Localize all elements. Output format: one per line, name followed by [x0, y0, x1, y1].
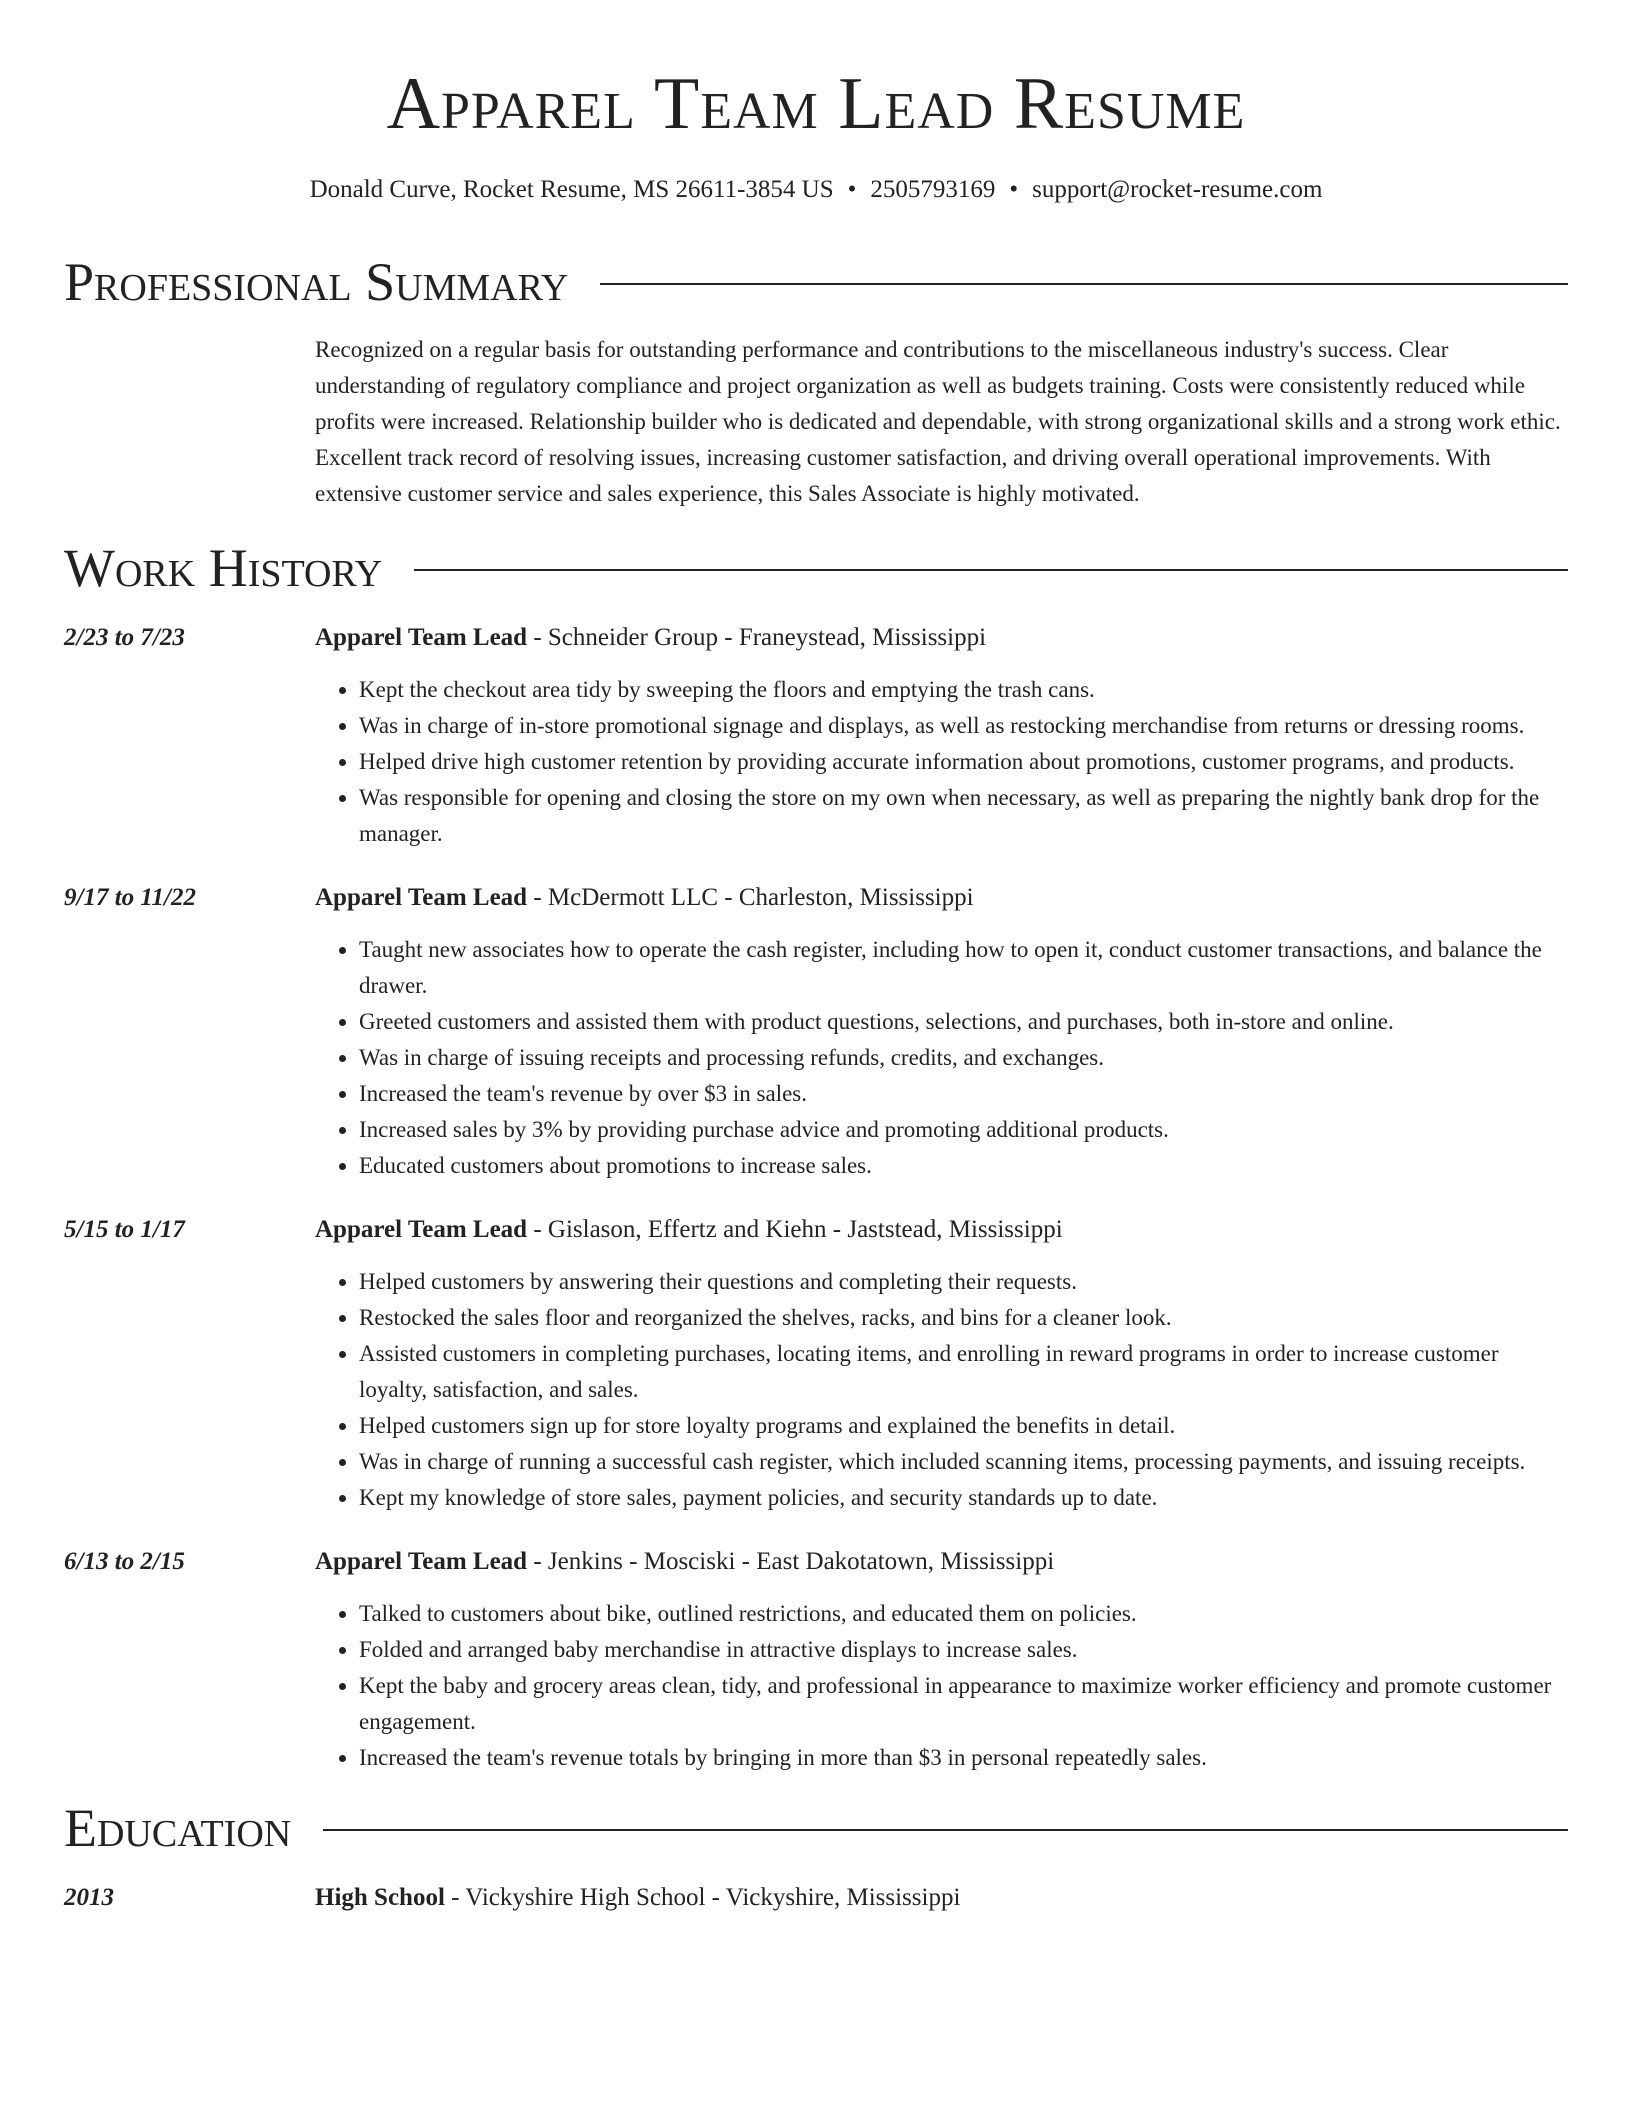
resume-title: Apparel Team Lead Resume [386, 63, 1246, 145]
job-entry [64, 620, 1568, 852]
resume-page [64, 0, 1568, 1916]
education-heading: Education [64, 1798, 292, 1858]
duty-item: • Taught new associates how to operate the cash register, including how to open it, conduct customer transactions, and balance the drawer. [359, 932, 1568, 1004]
job-dates: 9/17 to 11/22 [64, 884, 196, 911]
duty-item: • Kept my knowledge of store sales, payment policies, and security standards up to date. [359, 1480, 1568, 1516]
education-degree: High School [315, 1884, 445, 1911]
duty-item: • Was in charge of in-store promotional signage and displays, as well as restocking merchandise from returns or dressing rooms. [359, 708, 1568, 744]
job-entry [64, 1212, 1568, 1516]
job-heading [315, 620, 1568, 656]
summary-section-header [64, 252, 1568, 312]
job-dates: 2/23 to 7/23 [64, 624, 185, 651]
contact-phone: 2505793169 [870, 176, 996, 203]
education-section-header [64, 1798, 1568, 1858]
job-title: Apparel Team Lead [315, 1548, 528, 1575]
job-title: Apparel Team Lead [315, 624, 528, 651]
job-heading [315, 1544, 1568, 1580]
duty-item: • Increased the team's revenue by over $3 in sales. [359, 1076, 1568, 1112]
job-employer: - Jenkins - Mosciski - East Dakotatown, Mississippi [527, 1548, 1055, 1575]
education-entry [64, 1880, 1568, 1916]
job-employer: - McDermott LLC - Charleston, Mississippi [527, 884, 974, 911]
job-title: Apparel Team Lead [315, 884, 528, 911]
job-dates: 6/13 to 2/15 [64, 1548, 185, 1575]
duty-item: • Increased sales by 3% by providing purchase advice and promoting additional products. [359, 1112, 1568, 1148]
duty-item: • Kept the checkout area tidy by sweeping the floors and emptying the trash cans. [359, 672, 1568, 708]
job-employer: - Schneider Group - Franeystead, Mississippi [527, 624, 987, 651]
education-year: 2013 [64, 1884, 114, 1911]
contact-email[interactable]: support@rocket-resume.com [1032, 176, 1323, 203]
education-heading-line [315, 1880, 1568, 1916]
duty-item: • Assisted customers in completing purchases, locating items, and enrolling in reward programs in order to increase customer loyalty, satisfaction, and sales. [359, 1336, 1568, 1408]
job-heading [315, 1212, 1568, 1248]
contact-address: Donald Curve, Rocket Resume, MS 26611-3854 US [309, 176, 834, 203]
contact-separator: • [847, 176, 857, 203]
job-entry [64, 880, 1568, 1184]
section-divider [323, 1829, 1568, 1831]
job-entry [64, 1544, 1568, 1776]
duty-item: • Restocked the sales floor and reorganized the shelves, racks, and bins for a cleaner look. [359, 1300, 1568, 1336]
work-section-header [64, 538, 1568, 598]
duty-item: • Increased the team's revenue totals by bringing in more than $3 in personal repeatedly sales. [359, 1740, 1568, 1776]
duty-item: • Talked to customers about bike, outlined restrictions, and educated them on policies. [359, 1596, 1568, 1632]
duty-item: • Greeted customers and assisted them with product questions, selections, and purchases, both in-store and online. [359, 1004, 1568, 1040]
duty-item: • Educated customers about promotions to increase sales. [359, 1148, 1568, 1184]
duty-item: • Was responsible for opening and closing the store on my own when necessary, as well as preparing the nightly bank drop for the manager. [359, 780, 1568, 852]
contact-line [64, 174, 1568, 206]
job-title: Apparel Team Lead [315, 1216, 528, 1243]
summary-heading: Professional Summary [64, 252, 569, 312]
section-divider [600, 283, 1568, 285]
duty-item: • Helped customers sign up for store loyalty programs and explained the benefits in detail. [359, 1408, 1568, 1444]
job-heading [315, 880, 1568, 916]
section-divider [414, 569, 1568, 571]
job-duties [315, 672, 1568, 852]
duty-item: • Helped drive high customer retention by providing accurate information about promotions, customer programs, and products. [359, 744, 1568, 780]
job-duties [315, 1264, 1568, 1516]
duty-item: • Folded and arranged baby merchandise in attractive displays to increase sales. [359, 1632, 1568, 1668]
job-duties [315, 1596, 1568, 1776]
duty-item: • Kept the baby and grocery areas clean, tidy, and professional in appearance to maximize worker efficiency and promote customer engagement. [359, 1668, 1568, 1740]
work-heading: Work History [64, 538, 383, 598]
job-duties [315, 932, 1568, 1184]
job-employer: - Gislason, Effertz and Kiehn - Jaststead, Mississippi [527, 1216, 1063, 1243]
contact-separator: • [1009, 176, 1019, 203]
duty-item: • Helped customers by answering their questions and completing their requests. [359, 1264, 1568, 1300]
duty-item: • Was in charge of running a successful cash register, which included scanning items, processing payments, and issuing receipts. [359, 1444, 1568, 1480]
education-school: - Vickyshire High School - Vickyshire, Mississippi [444, 1884, 961, 1911]
summary-text: Recognized on a regular basis for outstanding performance and contributions to the miscellaneous industry's success. Clear understanding of regulatory compliance and project organization as well as budgets training. Costs were consistently reduced while profits were increased. Relationship builder who is dedicated and dependable, with strong organizational skills and a strong work ethic. Excellent track record of resolving issues, increasing customer satisfaction, and driving overall operational improvements. With extensive customer service and sales experience, this Sales Associate is highly motivated. [315, 337, 1561, 506]
job-dates: 5/15 to 1/17 [64, 1216, 185, 1243]
duty-item: • Was in charge of issuing receipts and processing refunds, credits, and exchanges. [359, 1040, 1568, 1076]
